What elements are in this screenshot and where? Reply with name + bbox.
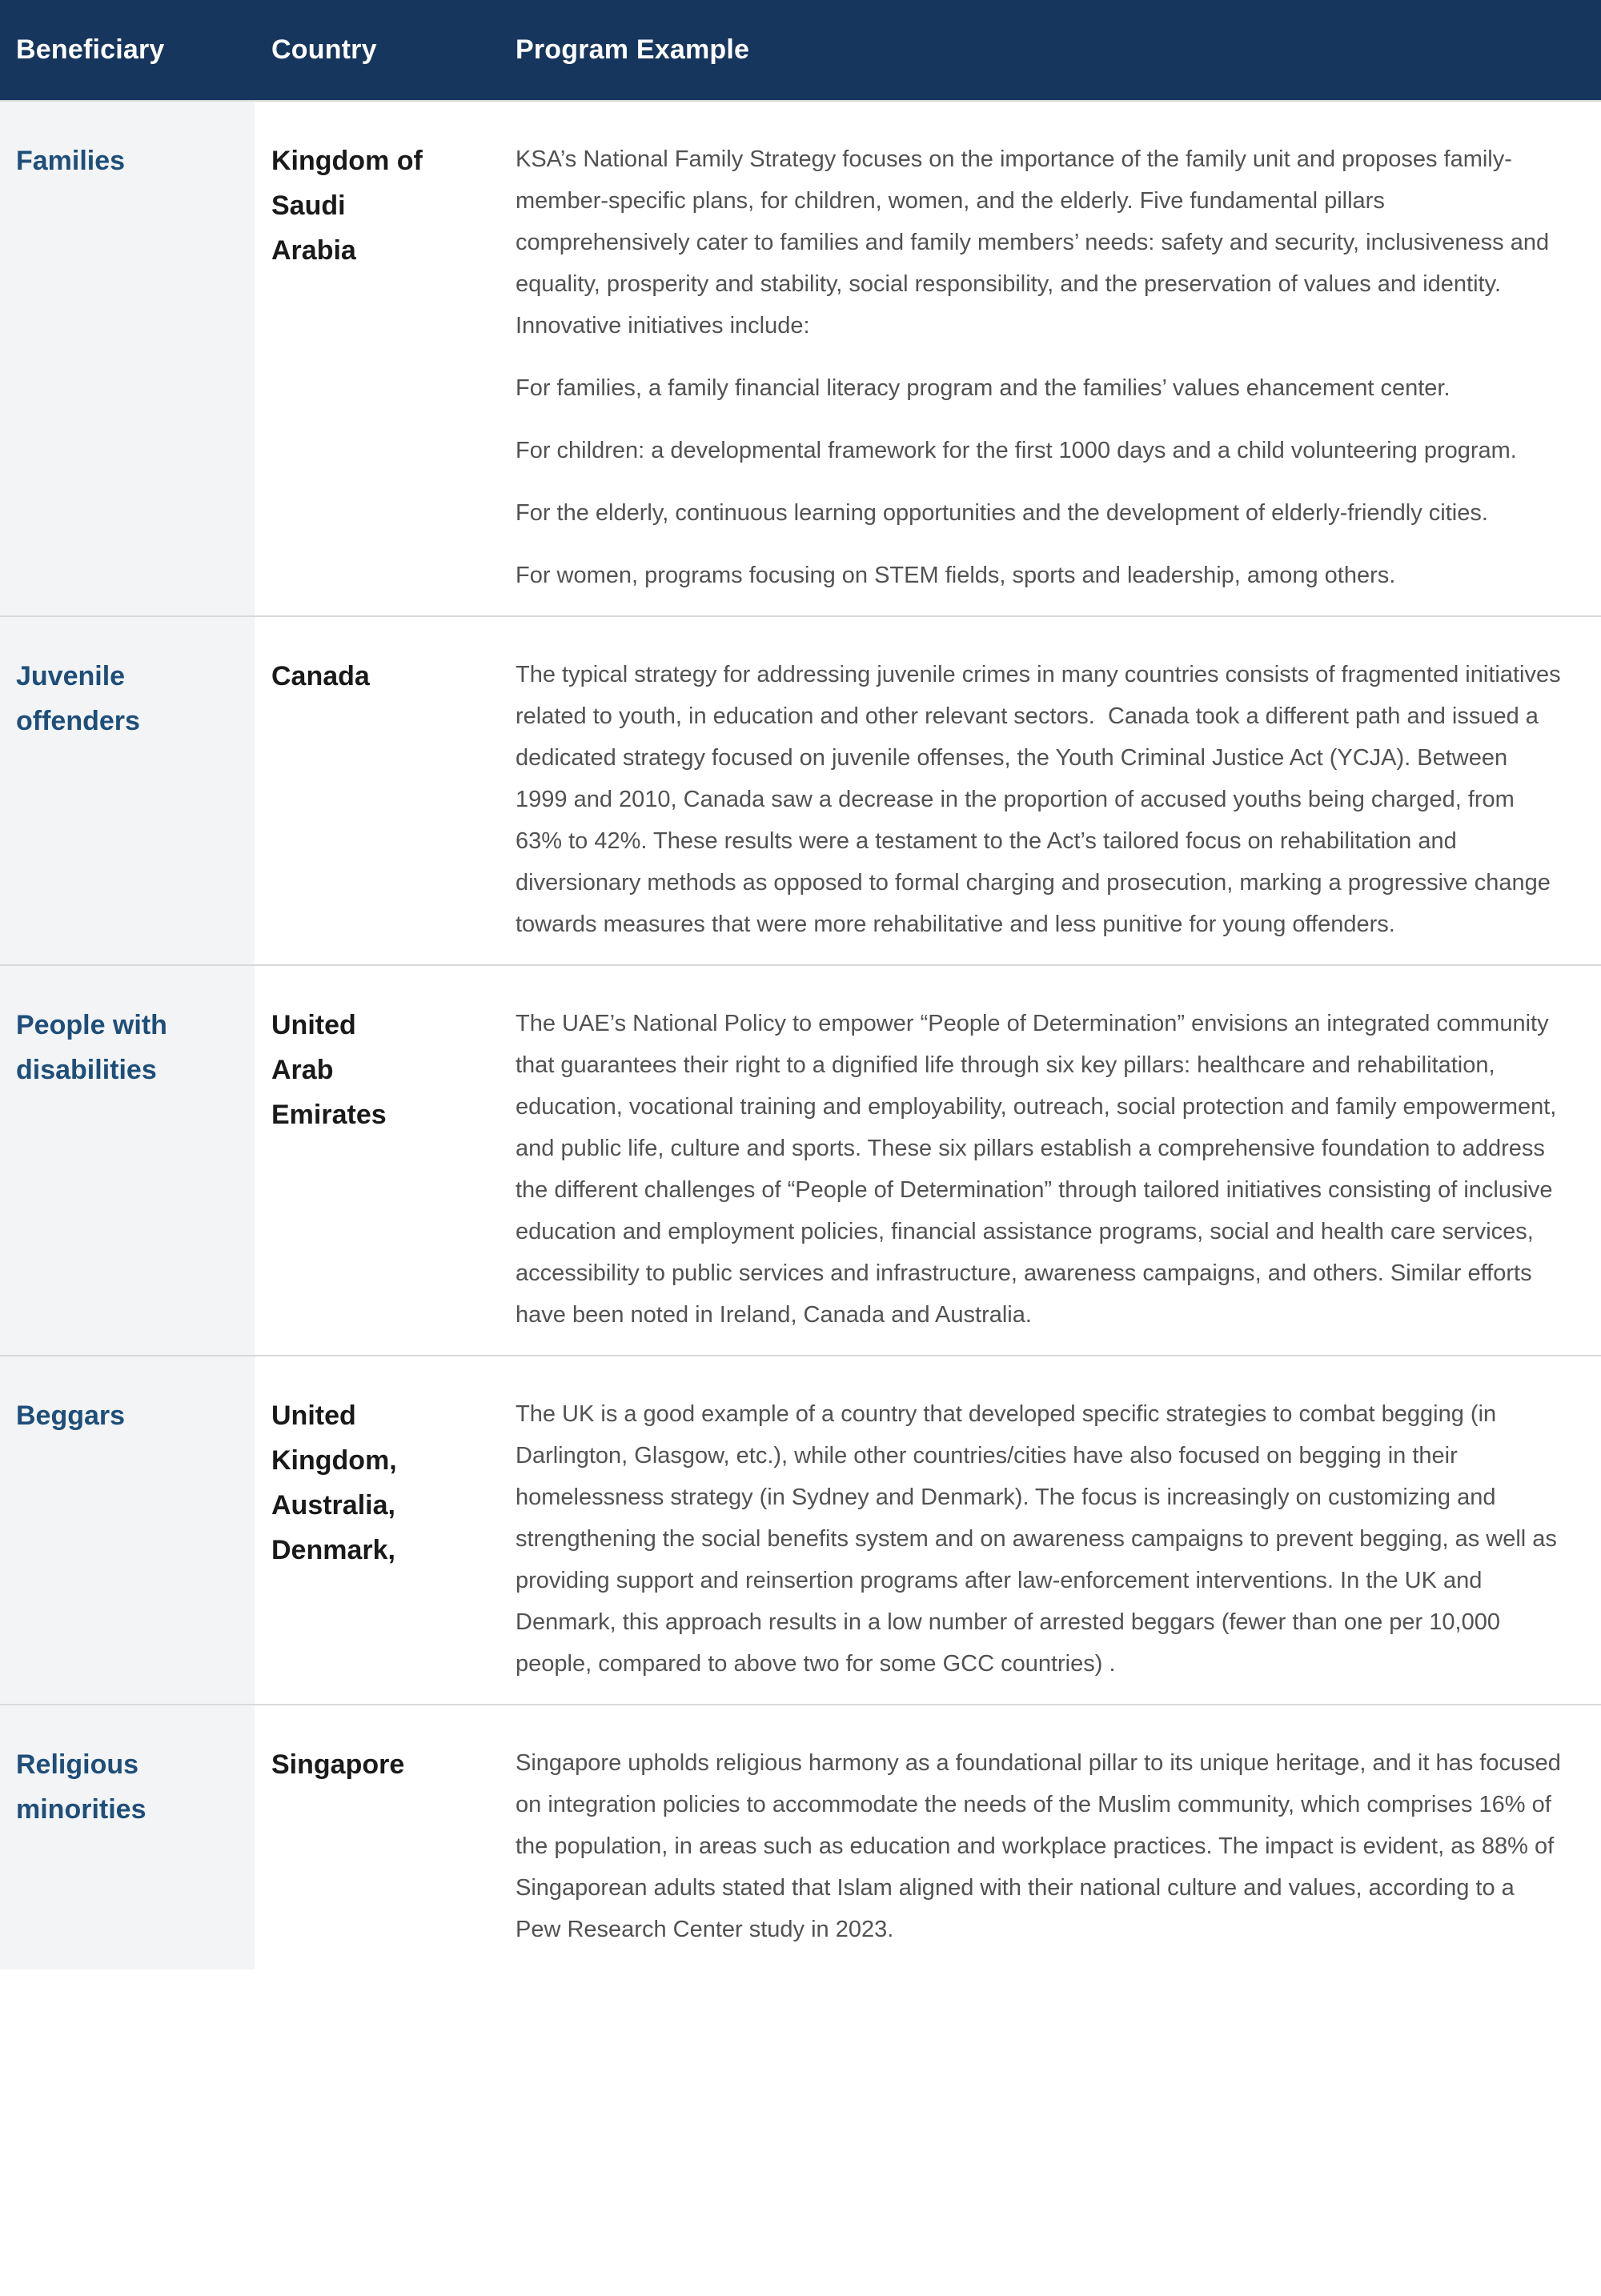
table-row-beggars — [0, 1355, 1601, 1704]
program-paragraph: KSA’s National Family Strategy focuses on the importance of the family unit and proposes family-member-specific plans, for children, women, and the elderly. Five fundamental pillars comprehensively cater to families and family members’ needs: safety and security, inclusiveness and equality, prosperity and stability, social responsibility, and the preservation of values and identity. Innovative initiatives include: — [516, 146, 1556, 339]
beneficiary-label: People with disabilities — [16, 1010, 167, 1085]
program-paragraph: The typical strategy for addressing juvenile crimes in many countries consists of fragmented initiatives related to youth, in education and other relevant sectors. Canada took a different path and issued a dedicated strategy focused on juvenile offenses, the Youth Criminal Justice Act (YCJA). Between 1999 and 2010, Canada saw a decrease in the proportion of accused youths being charged, from 63% to 42%. These results were a testament to the Act’s tailored focus on rehabilitation and diversionary methods as opposed to formal charging and prosecution, marking a progressive change towards measures that were more rehabilitative and less punitive for young offenders. — [516, 662, 1567, 937]
program-example-cell — [514, 966, 1601, 1355]
country-line: Kingdom, — [271, 1445, 397, 1476]
program-paragraph: For children: a developmental framework for the first 1000 days and a child volunteering program. — [516, 438, 1517, 463]
program-paragraph: The UK is a good example of a country that developed specific strategies to combat begging (in Darlington, Glasgow, etc.), while other countries/cities have also focused on begging in their homelessness strategy (in Sydney and Denmark). The focus is increasingly on customizing and strengthening the social benefits system and on awareness campaigns to prevent begging, as well as providing support and reinsertion programs after law-enforcement interventions. In the UK and Denmark, this approach results in a low number of arrested beggars (fewer than one per 10,000 people, compared to above two for some GCC countries) . — [516, 1401, 1563, 1677]
beneficiary-cell — [0, 102, 255, 615]
country-cell — [255, 1356, 514, 1704]
table-row-families — [0, 100, 1601, 615]
program-paragraph: For women, programs focusing on STEM fields, sports and leadership, among others. — [516, 563, 1396, 588]
country-line: Saudi — [271, 190, 346, 221]
country-line: Australia, — [271, 1490, 395, 1521]
beneficiary-cell — [0, 1356, 255, 1704]
country-line: Denmark, — [271, 1535, 395, 1565]
country-line: Arab — [271, 1055, 334, 1085]
program-paragraph: For the elderly, continuous learning opportunities and the development of elderly-friendly cities. — [516, 500, 1488, 526]
column-header-country: Country — [271, 34, 377, 65]
beneficiary-cell — [0, 966, 255, 1355]
country-line: Arabia — [271, 235, 356, 266]
table-header-row — [0, 0, 1601, 100]
country-cell — [255, 1705, 514, 1969]
country-line: Kingdom of — [271, 146, 423, 176]
bottom-whitespace — [0, 1969, 1601, 2074]
program-example-cell — [514, 1356, 1601, 1704]
program-example-cell — [514, 102, 1601, 615]
table-row-people-with-disabilities — [0, 964, 1601, 1355]
program-paragraph: The UAE’s National Policy to empower “People of Determination” envisions an integrated community that guarantees their right to a dignified life through six key pillars: healthcare and rehabilitation, education, vocational training and employability, outreach, social protection and family empowerment, and public life, culture and sports. These six pillars establish a comprehensive foundation to address the different challenges of “People of Determination” through tailored initiatives consisting of inclusive education and employment policies, financial assistance programs, social and health care services, accessibility to public services and infrastructure, awareness campaigns, and others. Similar efforts have been noted in Ireland, Canada and Australia. — [516, 1011, 1563, 1328]
beneficiary-label: Families — [16, 146, 126, 176]
beneficiary-label: Juvenile offenders — [16, 661, 140, 736]
country-line: Singapore — [271, 1749, 405, 1780]
beneficiary-label: Beggars — [16, 1400, 126, 1431]
program-paragraph: For families, a family financial literacy program and the families’ values ehancement center. — [516, 375, 1451, 401]
beneficiary-label: Religious minorities — [16, 1749, 146, 1825]
country-line: Canada — [271, 661, 370, 691]
column-header-program-example: Program Example — [516, 34, 750, 65]
country-cell — [255, 617, 514, 964]
country-cell — [255, 102, 514, 615]
country-cell — [255, 966, 514, 1355]
program-example-cell — [514, 617, 1601, 964]
table-row-religious-minorities — [0, 1704, 1601, 1969]
table-row-juvenile-offenders — [0, 615, 1601, 964]
country-line: United — [271, 1400, 356, 1431]
country-line: Emirates — [271, 1100, 387, 1130]
country-line: United — [271, 1010, 356, 1040]
program-paragraph: Singapore upholds religious harmony as a foundational pillar to its unique heritage, and it has focused on integration policies to accommodate the needs of the Muslim community, which comprises 16% of the population, in areas such as education and workplace practices. The impact is evident, as 88% of Singaporean adults stated that Islam aligned with their national culture and values, according to a Pew Research Center study in 2023. — [516, 1750, 1567, 1942]
beneficiary-cell — [0, 617, 255, 964]
program-example-cell — [514, 1705, 1601, 1969]
column-header-beneficiary: Beneficiary — [16, 34, 165, 65]
beneficiary-cell — [0, 1705, 255, 1969]
